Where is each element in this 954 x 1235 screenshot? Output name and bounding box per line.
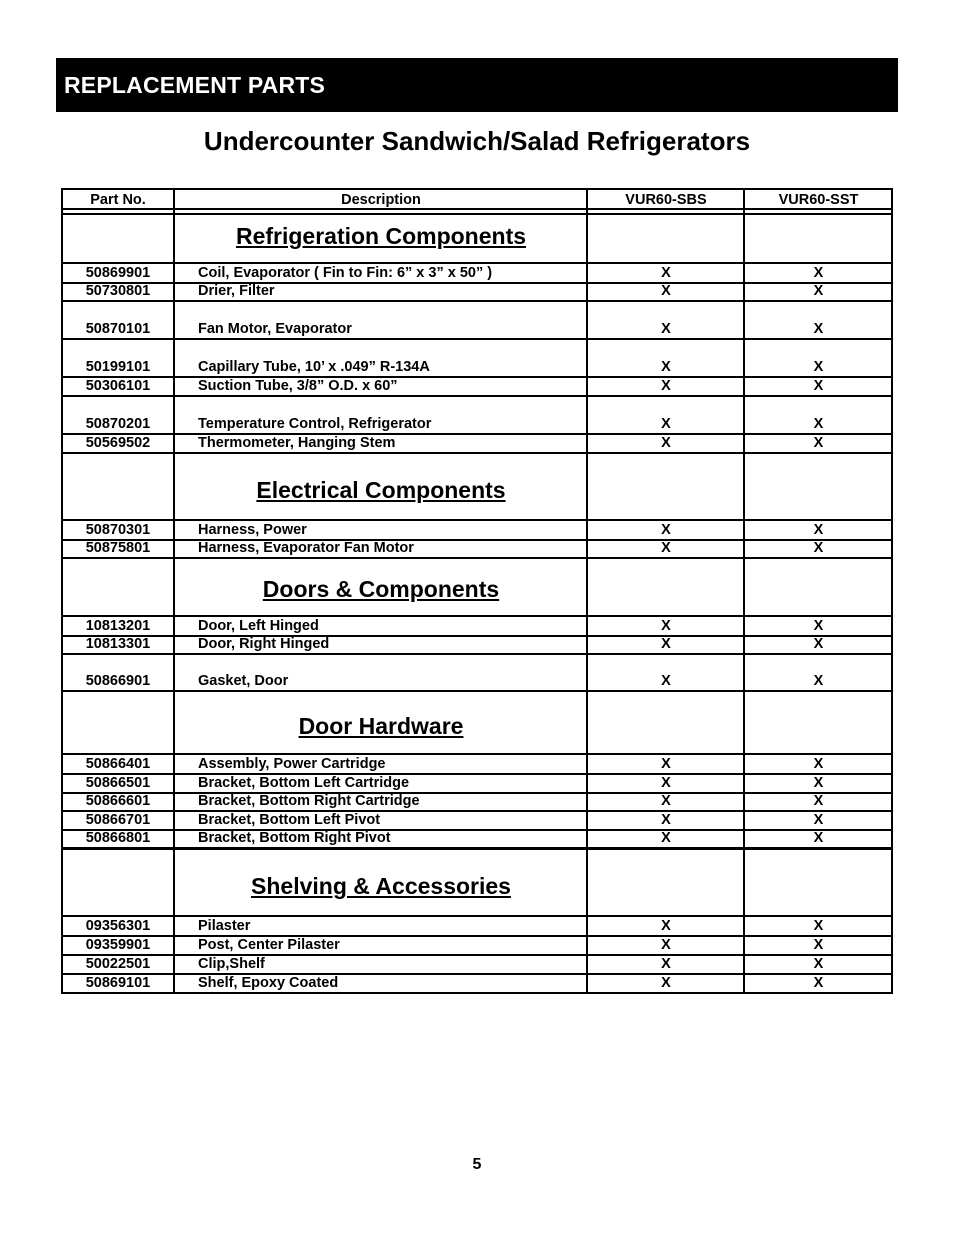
part-number: 50870101	[85, 321, 151, 337]
vur60-sbs-mark: X	[661, 918, 671, 934]
vur60-sbs-mark: X	[661, 435, 671, 451]
part-description: Capillary Tube, 10’ x .049” R-134A	[198, 359, 430, 375]
table-rule	[61, 847, 893, 850]
vur60-sbs-mark: X	[661, 793, 671, 809]
vur60-sbs-mark: X	[661, 812, 671, 828]
vur60-sst-mark: X	[813, 618, 824, 634]
part-number: 50866801	[85, 830, 151, 846]
column-divider	[586, 188, 588, 994]
part-number: 50869901	[85, 265, 151, 281]
vur60-sst-mark: X	[813, 636, 824, 652]
vur60-sbs-mark: X	[661, 830, 671, 846]
part-number: 50569502	[85, 435, 151, 451]
vur60-sbs-mark: X	[661, 522, 671, 538]
part-description: Pilaster	[198, 918, 251, 934]
vur60-sst-mark: X	[813, 830, 824, 846]
part-description: Harness, Evaporator Fan Motor	[198, 540, 414, 556]
part-description: Harness, Power	[198, 522, 307, 538]
part-number: 50306101	[85, 378, 151, 394]
part-number: 50870301	[85, 522, 151, 538]
vur60-sst-mark: X	[813, 435, 824, 451]
vur60-sst-mark: X	[813, 918, 824, 934]
table-rule	[61, 557, 893, 559]
part-description: Bracket, Bottom Right Pivot	[198, 830, 391, 846]
vur60-sbs-mark: X	[661, 378, 671, 394]
part-description: Thermometer, Hanging Stem	[198, 435, 396, 451]
vur60-sbs-mark: X	[661, 937, 671, 953]
vur60-sbs-mark: X	[661, 756, 671, 772]
part-description: Door, Left Hinged	[198, 618, 319, 634]
column-divider	[743, 188, 745, 994]
table-rule	[61, 395, 893, 397]
part-description: Coil, Evaporator ( Fin to Fin: 6” x 3” x 50” )	[198, 265, 493, 281]
part-number: 50869101	[85, 975, 151, 991]
vur60-sst-mark: X	[813, 359, 824, 375]
part-number: 50866501	[85, 775, 151, 791]
part-description: Door, Right Hinged	[198, 636, 330, 652]
part-number: 50866701	[85, 812, 151, 828]
part-description: Gasket, Door	[198, 673, 289, 689]
part-description: Shelf, Epoxy Coated	[198, 975, 339, 991]
vur60-sst-mark: X	[813, 975, 824, 991]
part-number: 50870201	[85, 416, 151, 432]
table-rule	[61, 690, 893, 692]
vur60-sst-mark: X	[813, 673, 824, 689]
part-number: 10813201	[85, 618, 151, 634]
part-number: 50866601	[85, 793, 151, 809]
column-divider	[173, 188, 175, 994]
vur60-sbs-mark: X	[661, 636, 671, 652]
part-description: Clip,Shelf	[198, 956, 265, 972]
part-number: 50022501	[85, 956, 151, 972]
vur60-sst-mark: X	[813, 416, 824, 432]
vur60-sbs-mark: X	[661, 673, 671, 689]
table-rule	[61, 452, 893, 454]
part-description: Bracket, Bottom Right Cartridge	[198, 793, 420, 809]
vur60-sst-mark: X	[813, 793, 824, 809]
vur60-sbs-mark: X	[661, 775, 671, 791]
column-header-vur60-sst: VUR60-SST	[778, 192, 859, 208]
column-header-vur60-sbs: VUR60-SBS	[625, 192, 707, 208]
vur60-sbs-mark: X	[661, 359, 671, 375]
part-number: 09359901	[85, 937, 151, 953]
part-number: 10813301	[85, 636, 151, 652]
column-header-description: Description	[341, 192, 421, 208]
vur60-sbs-mark: X	[661, 283, 671, 299]
part-number: 09356301	[85, 918, 151, 934]
table-rule	[61, 653, 893, 655]
table-rule	[61, 338, 893, 340]
part-number: 50866901	[85, 673, 151, 689]
part-description: Suction Tube, 3/8” O.D. x 60”	[198, 378, 398, 394]
vur60-sst-mark: X	[813, 956, 824, 972]
part-description: Bracket, Bottom Left Pivot	[198, 812, 381, 828]
vur60-sst-mark: X	[813, 812, 824, 828]
vur60-sbs-mark: X	[661, 975, 671, 991]
vur60-sst-mark: X	[813, 522, 824, 538]
section-heading: Door Hardware	[298, 713, 464, 739]
page-number: 5	[472, 1156, 482, 1173]
vur60-sst-mark: X	[813, 937, 824, 953]
part-description: Temperature Control, Refrigerator	[198, 416, 432, 432]
part-number: 50875801	[85, 540, 151, 556]
vur60-sst-mark: X	[813, 283, 824, 299]
banner-title: REPLACEMENT PARTS	[64, 71, 326, 98]
vur60-sbs-mark: X	[661, 416, 671, 432]
vur60-sbs-mark: X	[661, 265, 671, 281]
table-rule	[61, 208, 893, 210]
section-heading: Electrical Components	[256, 477, 506, 503]
part-description: Fan Motor, Evaporator	[198, 321, 352, 337]
part-description: Drier, Filter	[198, 283, 275, 299]
page-title: Undercounter Sandwich/Salad Refrigerators	[203, 126, 751, 156]
part-description: Assembly, Power Cartridge	[198, 756, 386, 772]
vur60-sbs-mark: X	[661, 540, 671, 556]
vur60-sst-mark: X	[813, 775, 824, 791]
vur60-sbs-mark: X	[661, 321, 671, 337]
table-rule	[61, 213, 893, 215]
vur60-sst-mark: X	[813, 321, 824, 337]
part-description: Post, Center Pilaster	[198, 937, 340, 953]
vur60-sbs-mark: X	[661, 956, 671, 972]
section-heading: Doors & Components	[262, 576, 500, 602]
section-heading: Shelving & Accessories	[251, 873, 511, 899]
column-header-part: Part No.	[90, 192, 146, 208]
section-heading: Refrigeration Components	[235, 223, 527, 249]
part-description: Bracket, Bottom Left Cartridge	[198, 775, 410, 791]
part-number: 50199101	[85, 359, 151, 375]
section-banner	[56, 58, 898, 112]
vur60-sst-mark: X	[813, 378, 824, 394]
vur60-sst-mark: X	[813, 756, 824, 772]
table-rule	[61, 300, 893, 302]
part-number: 50866401	[85, 756, 151, 772]
vur60-sst-mark: X	[813, 265, 824, 281]
vur60-sbs-mark: X	[661, 618, 671, 634]
part-number: 50730801	[85, 283, 151, 299]
vur60-sst-mark: X	[813, 540, 824, 556]
